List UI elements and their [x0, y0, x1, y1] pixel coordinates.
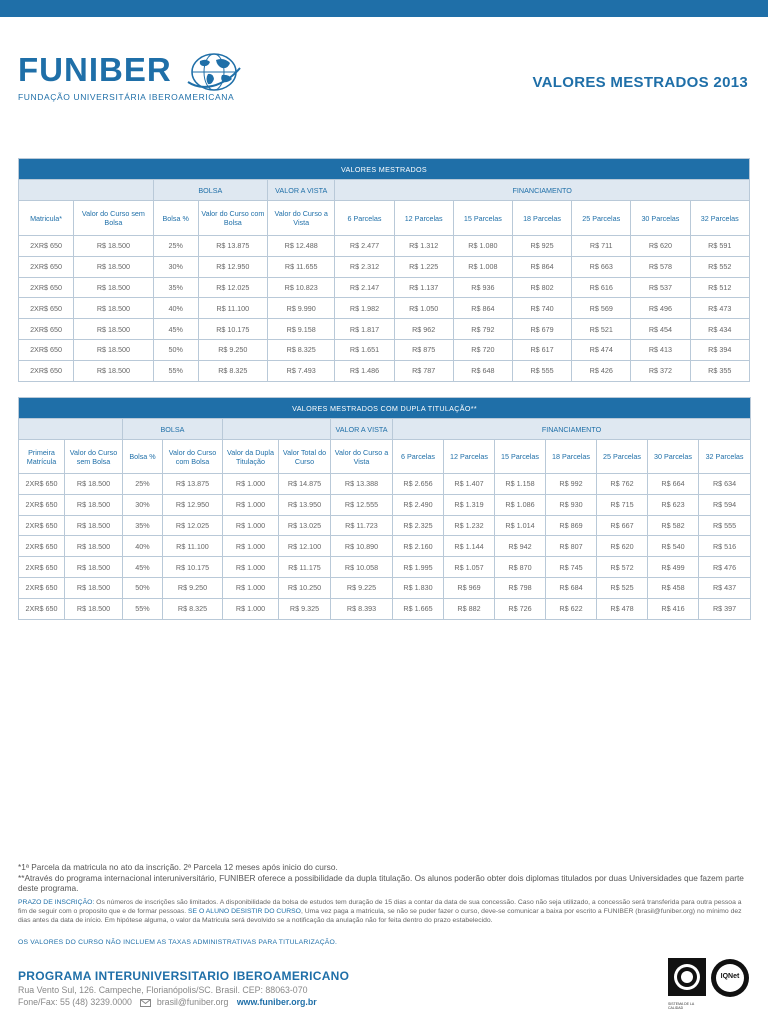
table-cell: R$ 1.486: [335, 360, 394, 381]
column-header: Bolsa %: [123, 440, 163, 474]
column-header: 12 Parcelas: [444, 440, 495, 474]
table-cell: R$ 1.665: [393, 598, 444, 619]
table-cell: R$ 552: [690, 256, 749, 277]
table-cell: 45%: [123, 557, 163, 578]
table-cell: R$ 10.175: [198, 319, 267, 340]
column-header: Valor Total do Curso: [279, 440, 331, 474]
table-cell: R$ 936: [453, 277, 512, 298]
table-row: [19, 360, 750, 381]
table-cell: R$ 8.325: [163, 598, 223, 619]
column-header: 25 Parcelas: [572, 201, 631, 236]
group-bolsa: BOLSA: [123, 419, 223, 440]
group-bolsa: BOLSA: [153, 180, 267, 201]
table-cell: R$ 572: [597, 557, 648, 578]
logo-subtitle: FUNDAÇÃO UNIVERSITÁRIA IBEROAMERICANA: [18, 92, 235, 102]
table-cell: R$ 787: [394, 360, 453, 381]
table-cell: R$ 925: [512, 236, 571, 257]
table-cell: 50%: [123, 577, 163, 598]
table-cell: 40%: [123, 536, 163, 557]
table-cell: R$ 540: [648, 536, 699, 557]
table-cell: R$ 11.723: [331, 515, 393, 536]
table-cell: R$ 1.319: [444, 494, 495, 515]
table-cell: 2XR$ 650: [19, 536, 65, 557]
table-row: [19, 494, 751, 515]
table-cell: 2XR$ 650: [19, 319, 74, 340]
table-cell: R$ 10.823: [268, 277, 335, 298]
table-body: [19, 474, 751, 620]
table-cell: R$ 1.158: [495, 474, 546, 495]
column-header: 32 Parcelas: [690, 201, 749, 236]
table-cell: R$ 623: [648, 494, 699, 515]
column-header: 18 Parcelas: [546, 440, 597, 474]
table-cell: 30%: [153, 256, 198, 277]
table-cell: R$ 12.100: [279, 536, 331, 557]
table-cell: R$ 1.000: [223, 557, 279, 578]
column-header: Valor do Curso sem Bolsa: [65, 440, 123, 474]
footnote-dupla-titulacao: **Através do programa internacional interuniversitário, FUNIBER oferece a possibilidade da dupla titulação. Os alunos poderão obter dois diplomas titulados por duas Universidades que fazem parte deste programa.: [18, 872, 744, 893]
table-cell: R$ 620: [631, 236, 690, 257]
table-cell: R$ 478: [597, 598, 648, 619]
table-cell: R$ 18.500: [65, 494, 123, 515]
table-cell: R$ 12.950: [163, 494, 223, 515]
table-cell: R$ 875: [394, 339, 453, 360]
table-cell: R$ 474: [572, 339, 631, 360]
table-cell: R$ 413: [631, 339, 690, 360]
table-cell: R$ 12.025: [198, 277, 267, 298]
table-cell: R$ 18.500: [65, 515, 123, 536]
column-header: Valor do Curso com Bolsa: [198, 201, 267, 236]
footer-program-title: PROGRAMA INTERUNIVERSITARIO IBEROAMERICANO: [18, 969, 350, 983]
table-cell: R$ 18.500: [74, 360, 154, 381]
table-cell: 35%: [123, 515, 163, 536]
column-header: Valor da Dupla Titulação: [223, 440, 279, 474]
table-cell: R$ 942: [495, 536, 546, 557]
table-cell: 2XR$ 650: [19, 557, 65, 578]
table-cell: R$ 1.000: [223, 474, 279, 495]
table-cell: 25%: [123, 474, 163, 495]
table-cell: R$ 18.500: [74, 256, 154, 277]
table-cell: R$ 869: [546, 515, 597, 536]
table-cell: R$ 11.100: [198, 298, 267, 319]
table-cell: R$ 2.312: [335, 256, 394, 277]
table-cell: R$ 499: [648, 557, 699, 578]
table-cell: R$ 1.050: [394, 298, 453, 319]
table-cell: R$ 711: [572, 236, 631, 257]
table-cell: R$ 616: [572, 277, 631, 298]
table-cell: R$ 992: [546, 474, 597, 495]
table-row: [19, 557, 751, 578]
terms-label-desistir: SE O ALUNO DESISTIR DO CURSO: [188, 908, 301, 916]
column-header: 6 Parcelas: [393, 440, 444, 474]
table-cell: R$ 416: [648, 598, 699, 619]
table-cell: R$ 684: [546, 577, 597, 598]
valores-dupla-titulacao-table: [18, 397, 751, 620]
table-row: [19, 277, 750, 298]
table-row: [19, 515, 751, 536]
table-cell: R$ 12.488: [268, 236, 335, 257]
table-cell: R$ 10.250: [279, 577, 331, 598]
column-header: 30 Parcelas: [631, 201, 690, 236]
table-cell: R$ 458: [648, 577, 699, 598]
table-cell: R$ 1.407: [444, 474, 495, 495]
header-row: [19, 201, 750, 236]
table-cell: R$ 9.250: [198, 339, 267, 360]
table-row: [19, 339, 750, 360]
column-header: 15 Parcelas: [495, 440, 546, 474]
table-cell: R$ 10.890: [331, 536, 393, 557]
table-cell: R$ 664: [648, 474, 699, 495]
table-cell: 2XR$ 650: [19, 494, 65, 515]
table-cell: R$ 807: [546, 536, 597, 557]
table-cell: R$ 18.500: [65, 536, 123, 557]
table-body: [19, 236, 750, 382]
column-header: 15 Parcelas: [453, 201, 512, 236]
funiber-logo: [18, 52, 248, 104]
table-cell: R$ 11.100: [163, 536, 223, 557]
table-row: [19, 236, 750, 257]
mail-icon: [140, 999, 151, 1007]
table-cell: R$ 512: [690, 277, 749, 298]
table-cell: R$ 2.160: [393, 536, 444, 557]
table-cell: R$ 1.232: [444, 515, 495, 536]
table-cell: R$ 745: [546, 557, 597, 578]
table-cell: R$ 864: [453, 298, 512, 319]
valores-mestrados-table: [18, 158, 750, 382]
group-empty: [223, 419, 331, 440]
footnotes: [18, 862, 750, 894]
certification-text: SISTEMA DE LA CALIDAD: [668, 1002, 695, 1010]
table-cell: R$ 864: [512, 256, 571, 277]
table-cell: R$ 2.490: [393, 494, 444, 515]
table-cell: R$ 740: [512, 298, 571, 319]
table-row: [19, 577, 751, 598]
table-cell: R$ 762: [597, 474, 648, 495]
footnote-matricula: *1ª Parcela da matricula no ato da inscrição. 2ª Parcela 12 meses após inicio do curso.: [18, 862, 338, 872]
table-cell: R$ 18.500: [74, 319, 154, 340]
table-cell: R$ 9.325: [279, 598, 331, 619]
footer-email-link[interactable]: brasil@funiber.org: [156, 997, 229, 1007]
table-cell: 2XR$ 650: [19, 474, 65, 495]
iqnet-seal: [710, 958, 750, 1003]
table-cell: R$ 397: [699, 598, 751, 619]
terms-text-prazo: Os números de inscrições são limitados. A disponibilidade da bolsa de estudos tem duração de 15 dias a contar da data de sua concessão. Caso não seja utilizado, a concessão será transferida para outra pessoa a fim de seguir com o proposito que e de formar pessoas.: [18, 899, 742, 916]
table-cell: R$ 11.175: [279, 557, 331, 578]
table-cell: R$ 555: [512, 360, 571, 381]
header-row: [19, 440, 751, 474]
column-header: Valor do Curso com Bolsa: [163, 440, 223, 474]
quality-certification-seal: [668, 958, 706, 1010]
table-row: [19, 319, 750, 340]
table-cell: R$ 622: [546, 598, 597, 619]
table-cell: R$ 12.950: [198, 256, 267, 277]
table-cell: R$ 9.158: [268, 319, 335, 340]
footer-phone: Fone/Fax: 55 (48) 3239.0000: [18, 997, 132, 1007]
table-row: [19, 474, 751, 495]
group-empty: [19, 419, 123, 440]
table-cell: R$ 802: [512, 277, 571, 298]
table-cell: R$ 473: [690, 298, 749, 319]
table-cell: R$ 10.058: [331, 557, 393, 578]
table-cell: R$ 969: [444, 577, 495, 598]
table-cell: R$ 591: [690, 236, 749, 257]
table-cell: R$ 12.555: [331, 494, 393, 515]
table-cell: R$ 355: [690, 360, 749, 381]
table-cell: R$ 476: [699, 557, 751, 578]
table-cell: 55%: [123, 598, 163, 619]
table-cell: 2XR$ 650: [19, 577, 65, 598]
table-cell: R$ 930: [546, 494, 597, 515]
certification-seal-icon: [668, 958, 706, 996]
table-cell: 2XR$ 650: [19, 515, 65, 536]
table-cell: R$ 962: [394, 319, 453, 340]
terms-text-desistir: , Uma vez paga a matricula, se não se puder fazer o curso, deve-se comunicar a baixa por escrito a FUNIBER (brasil@funiber.org) no mínimo dez dias antes da data de início. Em hipótese alguma, o valor da Matricula será devolvido se a notificação da anulação não for feita dentro do prazo estabelecido.: [18, 908, 742, 925]
top-bar: [0, 0, 768, 17]
table-row: [19, 298, 750, 319]
column-header: 6 Parcelas: [335, 201, 394, 236]
table-cell: R$ 434: [690, 319, 749, 340]
column-header: 30 Parcelas: [648, 440, 699, 474]
table-cell: R$ 870: [495, 557, 546, 578]
table-cell: R$ 555: [699, 515, 751, 536]
logo-wordmark: FUNIBER: [18, 51, 172, 88]
column-header: 32 Parcelas: [699, 440, 751, 474]
table-cell: R$ 2.325: [393, 515, 444, 536]
column-header: Matricula*: [19, 201, 74, 236]
table-cell: R$ 521: [572, 319, 631, 340]
table-cell: R$ 525: [597, 577, 648, 598]
table-cell: R$ 9.225: [331, 577, 393, 598]
table-cell: R$ 648: [453, 360, 512, 381]
iqnet-label: IQNet: [720, 973, 740, 980]
terms-taxes-note: OS VALORES DO CURSO NÃO INCLUEM AS TAXAS ADMINISTRATIVAS PARA TITULARIZAÇÃO.: [18, 939, 338, 946]
table-cell: R$ 13.950: [279, 494, 331, 515]
table-cell: R$ 8.393: [331, 598, 393, 619]
table-cell: R$ 1.014: [495, 515, 546, 536]
group-empty: [19, 180, 154, 201]
table-cell: R$ 617: [512, 339, 571, 360]
table-title: VALORES MESTRADOS: [19, 159, 750, 180]
table-cell: R$ 1.057: [444, 557, 495, 578]
table-cell: R$ 394: [690, 339, 749, 360]
table-cell: R$ 1.144: [444, 536, 495, 557]
table-cell: 30%: [123, 494, 163, 515]
table-cell: R$ 1.312: [394, 236, 453, 257]
table-cell: R$ 9.250: [163, 577, 223, 598]
group-valor-a-vista: VALOR A VISTA: [331, 419, 393, 440]
table-cell: R$ 1.000: [223, 515, 279, 536]
table-cell: R$ 582: [648, 515, 699, 536]
table-cell: R$ 372: [631, 360, 690, 381]
table-cell: 2XR$ 650: [19, 277, 74, 298]
table-cell: R$ 13.025: [279, 515, 331, 536]
table-cell: R$ 2.147: [335, 277, 394, 298]
table-cell: 2XR$ 650: [19, 339, 74, 360]
group-valor-a-vista: VALOR A VISTA: [268, 180, 335, 201]
table-title: VALORES MESTRADOS COM DUPLA TITULAÇÃO**: [19, 398, 751, 419]
terms-paragraph: [18, 898, 750, 926]
table-cell: R$ 1.982: [335, 298, 394, 319]
table-cell: R$ 18.500: [74, 277, 154, 298]
table-cell: R$ 516: [699, 536, 751, 557]
table-cell: 2XR$ 650: [19, 256, 74, 277]
table-cell: R$ 1.000: [223, 536, 279, 557]
table-cell: R$ 1.080: [453, 236, 512, 257]
table-cell: R$ 18.500: [65, 577, 123, 598]
table-cell: R$ 578: [631, 256, 690, 277]
table-cell: R$ 426: [572, 360, 631, 381]
table-cell: R$ 18.500: [65, 598, 123, 619]
table-cell: 40%: [153, 298, 198, 319]
table-cell: R$ 12.025: [163, 515, 223, 536]
column-header: 12 Parcelas: [394, 201, 453, 236]
table-cell: 2XR$ 650: [19, 360, 74, 381]
column-header: 25 Parcelas: [597, 440, 648, 474]
table-cell: 2XR$ 650: [19, 298, 74, 319]
table-cell: R$ 454: [631, 319, 690, 340]
column-header: Valor do Curso a Vista: [268, 201, 335, 236]
table-cell: R$ 726: [495, 598, 546, 619]
footer-website-link[interactable]: www.funiber.org.br: [236, 997, 317, 1007]
table-cell: R$ 1.000: [223, 598, 279, 619]
table-cell: R$ 437: [699, 577, 751, 598]
table-cell: R$ 18.500: [74, 339, 154, 360]
table-cell: R$ 537: [631, 277, 690, 298]
table-cell: R$ 569: [572, 298, 631, 319]
table-cell: 25%: [153, 236, 198, 257]
column-header: Bolsa %: [153, 201, 198, 236]
table-cell: R$ 7.493: [268, 360, 335, 381]
table-cell: R$ 9.990: [268, 298, 335, 319]
table-cell: R$ 634: [699, 474, 751, 495]
table-cell: R$ 11.655: [268, 256, 335, 277]
table-cell: 55%: [153, 360, 198, 381]
page-title: VALORES MESTRADOS 2013: [532, 74, 748, 91]
footer-contact: [18, 997, 317, 1007]
table-cell: 45%: [153, 319, 198, 340]
table-cell: 2XR$ 650: [19, 236, 74, 257]
table-cell: R$ 882: [444, 598, 495, 619]
column-header: Primeira Matrícula: [19, 440, 65, 474]
table-cell: 50%: [153, 339, 198, 360]
table-row: [19, 536, 751, 557]
table-cell: R$ 1.000: [223, 577, 279, 598]
table-cell: R$ 13.388: [331, 474, 393, 495]
group-financiamento: FINANCIAMENTO: [335, 180, 750, 201]
table-cell: R$ 1.000: [223, 494, 279, 515]
table-cell: R$ 715: [597, 494, 648, 515]
table-cell: R$ 663: [572, 256, 631, 277]
table-cell: R$ 1.225: [394, 256, 453, 277]
table-cell: R$ 18.500: [65, 474, 123, 495]
column-header: Valor do Curso a Vista: [331, 440, 393, 474]
table-cell: R$ 8.325: [268, 339, 335, 360]
table-cell: R$ 2.477: [335, 236, 394, 257]
column-header: Valor do Curso sem Bolsa: [74, 201, 154, 236]
table-cell: R$ 679: [512, 319, 571, 340]
table-row: [19, 598, 751, 619]
table-cell: R$ 1.137: [394, 277, 453, 298]
table-cell: R$ 1.817: [335, 319, 394, 340]
table-cell: 2XR$ 650: [19, 598, 65, 619]
table-cell: R$ 18.500: [65, 557, 123, 578]
table-cell: R$ 792: [453, 319, 512, 340]
table-cell: R$ 1.830: [393, 577, 444, 598]
table-cell: R$ 667: [597, 515, 648, 536]
table-cell: R$ 18.500: [74, 236, 154, 257]
table-cell: R$ 13.875: [198, 236, 267, 257]
table-cell: R$ 2.656: [393, 474, 444, 495]
column-header: 18 Parcelas: [512, 201, 571, 236]
table-row: [19, 256, 750, 277]
table-cell: R$ 720: [453, 339, 512, 360]
table-cell: R$ 18.500: [74, 298, 154, 319]
table-cell: R$ 1.008: [453, 256, 512, 277]
group-financiamento: FINANCIAMENTO: [393, 419, 751, 440]
table-cell: R$ 8.325: [198, 360, 267, 381]
table-cell: R$ 1.651: [335, 339, 394, 360]
table-cell: R$ 1.086: [495, 494, 546, 515]
table-cell: R$ 14.875: [279, 474, 331, 495]
table-cell: R$ 1.995: [393, 557, 444, 578]
terms-label-prazo: PRAZO DE INSCRIÇÃO:: [18, 899, 95, 906]
table-cell: R$ 13.875: [163, 474, 223, 495]
table-cell: R$ 798: [495, 577, 546, 598]
table-cell: R$ 496: [631, 298, 690, 319]
table-cell: R$ 594: [699, 494, 751, 515]
footer-address: Rua Vento Sul, 126. Campeche, Florianópolis/SC. Brasil. CEP: 88063-070: [18, 985, 308, 995]
table-cell: R$ 10.175: [163, 557, 223, 578]
table-cell: 35%: [153, 277, 198, 298]
globe-icon: [186, 52, 242, 92]
table-cell: R$ 620: [597, 536, 648, 557]
